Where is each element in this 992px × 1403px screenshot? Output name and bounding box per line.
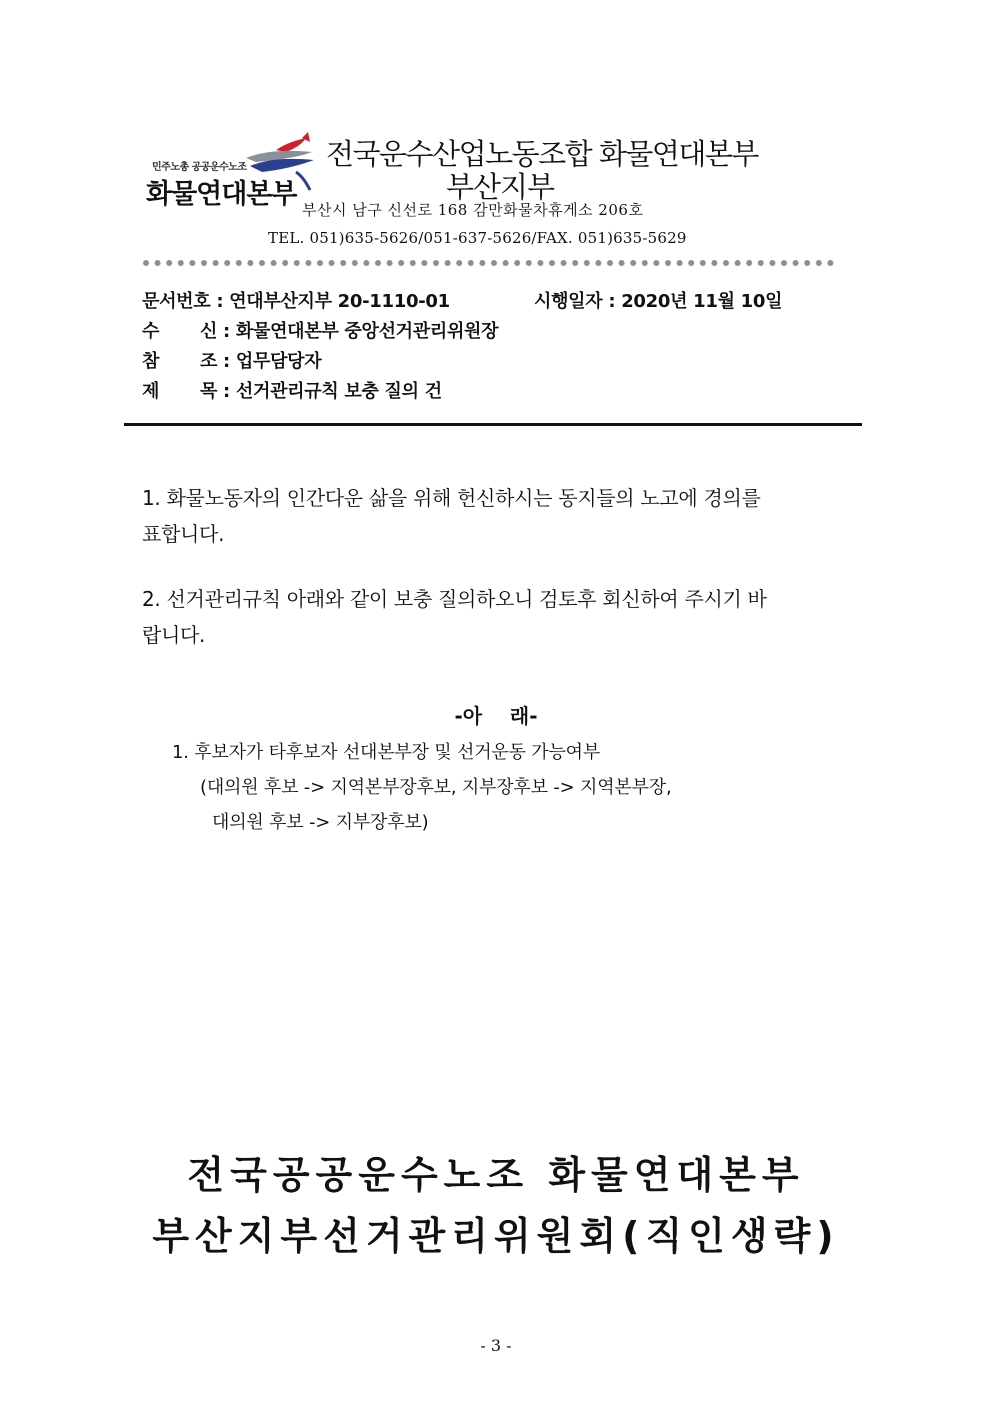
address: 부산시 남구 신선로 168 감만화물차휴게소 206호 bbox=[302, 201, 644, 219]
issuer-line-1: 전국공공운수노조 화물연대본부 bbox=[187, 1153, 805, 1197]
reference-label-b: 조 : bbox=[200, 351, 230, 372]
issue-date-value: 2020년 11월 10일 bbox=[621, 291, 783, 312]
recipient-value: 화물연대본부 중앙선거관리위원장 bbox=[235, 321, 499, 342]
logo-name: 화물연대본부 bbox=[146, 179, 297, 210]
document-number-label: 문서번호 : bbox=[142, 291, 224, 312]
subject-label-b: 목 : bbox=[200, 381, 230, 402]
list-item-1-detail-2: 대의원 후보 -> 지부장후보) bbox=[212, 812, 429, 833]
recipient-label-a: 수 bbox=[142, 321, 160, 342]
list-item-1-detail-1: (대의원 후보 -> 지역본부장후보, 지부장후보 -> 지역본부장, bbox=[200, 777, 672, 798]
section-title: -아 래- bbox=[454, 704, 538, 728]
paragraph-1-line-2: 표합니다. bbox=[142, 522, 225, 546]
flag-logo-icon bbox=[236, 132, 320, 194]
reference-label-a: 참 bbox=[142, 351, 160, 372]
paragraph-1 bbox=[142, 480, 842, 552]
issue-date-label: 시행일자 : bbox=[534, 291, 616, 312]
subject-row bbox=[142, 377, 442, 403]
reference-row bbox=[142, 347, 321, 373]
issuer-line-2: 부산지부선거관리위원회(직인생략) bbox=[152, 1214, 840, 1258]
recipient-row bbox=[142, 317, 498, 343]
list-item-1: 1. 후보자가 타후보자 선대본부장 및 선거운동 가능여부 bbox=[172, 742, 601, 763]
page-number: - 3 - bbox=[480, 1336, 512, 1355]
header-rule bbox=[124, 423, 862, 426]
branch-name: 부산지부 bbox=[446, 170, 555, 204]
document-number-row bbox=[142, 287, 450, 313]
document-number-value: 연대부산지부 20-1110-01 bbox=[229, 291, 450, 312]
paragraph-2-line-2: 랍니다. bbox=[142, 623, 206, 647]
paragraph-2-line-1: 2. 선거관리규칙 아래와 같이 보충 질의하오니 검토후 회신하여 주시기 바 bbox=[142, 587, 767, 611]
subject-label-a: 제 bbox=[142, 381, 160, 402]
recipient-label-b: 신 : bbox=[200, 321, 230, 342]
paragraph-2 bbox=[142, 581, 842, 653]
logo-subtitle: 민주노총 공공운수노조 bbox=[152, 162, 247, 173]
paragraph-1-line-1: 1. 화물노동자의 인간다운 삶을 위해 헌신하시는 동지들의 노고에 경의를 bbox=[142, 486, 761, 510]
contact-numbers: TEL. 051)635-5626/051-637-5626/FAX. 051)635-5629 bbox=[268, 229, 687, 247]
issue-date-row bbox=[534, 287, 782, 313]
subject-value: 선거관리규칙 보충 질의 건 bbox=[235, 381, 442, 402]
organization-title: 전국운수산업노동조합 화물연대본부 bbox=[326, 137, 758, 171]
dotted-divider bbox=[142, 258, 838, 268]
reference-value: 업무담당자 bbox=[235, 351, 322, 372]
